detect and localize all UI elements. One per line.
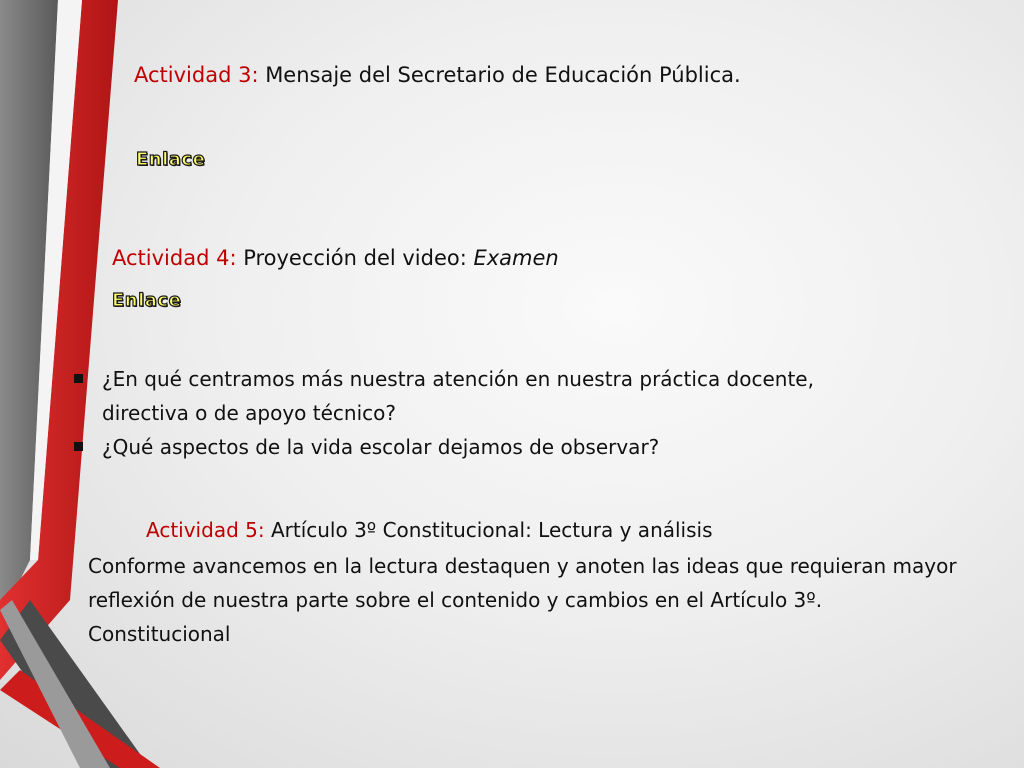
activity-4-text: Proyección del video: [236,246,474,270]
square-bullet-icon [74,374,83,383]
question-item [72,362,972,430]
activity-5-heading [146,513,713,547]
link-activity-3[interactable]: Enlace [136,149,206,170]
activity-3-heading [134,58,741,92]
activity-5-body: Conforme avancemos en la lectura destaquen y anoten las ideas que requieran mayor reflexión de nuestra parte sobre el contenido y cambios en el Artículo 3º. Constitucional [88,554,957,646]
activity-4-heading [112,241,559,275]
activity-3-text: Mensaje del Secretario de Educación Pública. [258,63,741,87]
link-activity-4[interactable]: Enlace [112,290,182,311]
square-bullet-icon [74,442,83,451]
activity-5-label: Actividad 5: [146,518,265,542]
question-item [72,430,972,464]
question-list [72,362,972,464]
question-line: directiva o de apoyo técnico? [102,401,396,425]
question-line: ¿Qué aspectos de la vida escolar dejamos de observar? [102,435,660,459]
activity-4-italic: Examen [473,246,559,270]
activity-5-text: Artículo 3º Constitucional: Lectura y análisis [264,518,713,542]
question-line: ¿En qué centramos más nuestra atención en nuestra práctica docente, [102,367,814,391]
activity-3-label: Actividad 3: [134,63,259,87]
activity-4-label: Actividad 4: [112,246,237,270]
